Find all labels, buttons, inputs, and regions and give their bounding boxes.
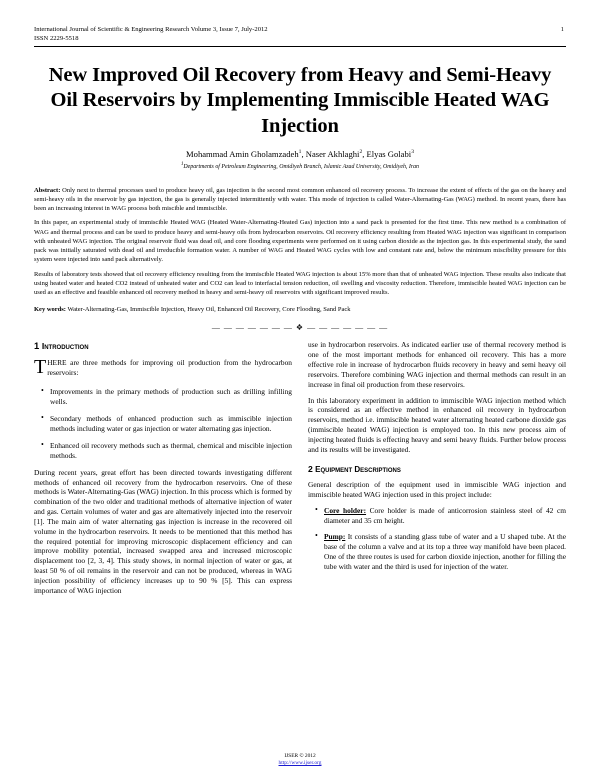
right-column bbox=[308, 340, 566, 601]
header-issn-line: ISSN 2229-5518 bbox=[34, 34, 79, 42]
right-column-paragraph-3: General description of the equipment used in immiscible WAG injection and immiscible heated WAG injection used in this project include: bbox=[308, 480, 566, 500]
header-journal-line: International Journal of Scientific & Engineering Research Volume 3, Issue 7, July-2012 bbox=[34, 26, 268, 33]
abstract-paragraph-2: In this paper, an experimental study of immiscible Heated WAG (Heated Water-Alternating-Heated Gas) injection into a sand pack is presented for the first time. This new method is a combination of WAG and thermal process and can be used to produce heavy and semi-heavy oils from hydrocarbon reservoirs. Oil recovery efficiency resulting from Heated WAG injection was significant in comparison with unheated WAG injection. The original reservoir fluid was dead oil, and core flooding experiments were performed on it using carbon dioxide as the injection gas. In this experimental study, the sand pack was initially saturated with dead oil and irreducible formation water. A number of WAG and Heated WAG cycles with low and constant rate and, below the minimum miscibility pressure for this system were injected into sand pack alternatively. bbox=[34, 219, 566, 264]
section-heading-equipment bbox=[308, 464, 566, 476]
abstract-paragraph-3: Results of laboratory tests showed that oil recovery efficiency resulting from the immiscible Heated WAG injection is about 15% more than that of unheated WAG injection. These results also indicate that using heated water and heated CO2 instead of unheated water and CO2 can lead to interfacial tension reduction, oil swelling and viscosity reduction. Therefore, immiscible heated WAG injection can be used as an effective and feasible enhanced oil recovery method in heavy and semi-heavy oil reservoirs with significant improved results. bbox=[34, 270, 566, 296]
abstract-paragraph-1 bbox=[34, 186, 566, 214]
abstract-section bbox=[34, 186, 566, 297]
list-item: • Improvements in the primary methods of production such as drilling infilling wells. bbox=[50, 387, 292, 407]
intro-bullet-list bbox=[34, 387, 292, 461]
section-divider: — — — — — — — ❖ — — — — — — — bbox=[211, 323, 389, 333]
keywords-text: Water-Alternating-Gas, Immiscible Injection, Heavy Oil, Enhanced Oil Recovery, Core Flooding, Sand Pack bbox=[67, 306, 351, 314]
list-item: • Secondary methods of enhanced production such as immiscible injection methods including water or gas injection or water alternating gas injection. bbox=[50, 414, 292, 434]
intro-first-paragraph-text: HERE are three methods for improving oil production from the hydrocarbon reservoirs: bbox=[47, 357, 292, 377]
footer-copyright: IJSER © 2012 bbox=[284, 752, 316, 759]
page-title: New Improved Oil Recovery from Heavy and Semi-Heavy Oil Reservoirs by Implementing Immiscible Heated WAG Injection bbox=[48, 63, 552, 137]
footer-url[interactable]: http://www.ijser.org bbox=[278, 760, 322, 767]
abstract-label: Abstract: bbox=[34, 186, 61, 194]
keywords-section bbox=[34, 305, 566, 314]
page-header bbox=[34, 26, 566, 47]
body-columns bbox=[34, 340, 566, 601]
right-column-paragraph-1: use in hydrocarbon reservoirs. As indicated earlier use of thermal recovery method is one of the most important methods for enhanced oil recovery. This has a more effective role in increase of hydrocarbon fluids recovery in heavy and semi heavy oil reservoirs. Therefore combining WAG injection and thermal methods can result in an increase in final oil production from these reservoirs. bbox=[308, 340, 566, 389]
author-list: Mohammad Amin Gholamzadeh$^1$, Naser Akhlaghi$^2$, Elyas Golabi$^3$ bbox=[186, 149, 414, 159]
keywords-label: Key words: bbox=[34, 306, 66, 314]
header-page-number: 1 bbox=[560, 26, 564, 33]
left-column bbox=[34, 340, 292, 601]
equipment-item-label-pump: Pump: bbox=[324, 531, 346, 541]
equipment-item-text-pump: It consists of a standing glass tube of water and a U shaped tube. At the base of the column a valve and at its top a three way manifold have been placed. One of the three routes is used for carbon dioxide injection, another for filling the tube with water and the third is used for injection of the water. bbox=[324, 531, 566, 571]
page-footer bbox=[0, 753, 600, 768]
section-title-2: Equipment Descriptions bbox=[315, 464, 401, 474]
list-item bbox=[324, 532, 566, 572]
intro-first-paragraph bbox=[34, 355, 292, 380]
section-number-1: 1 bbox=[34, 340, 40, 352]
section-number-2: 2 bbox=[308, 463, 313, 474]
header-journal-info bbox=[34, 26, 268, 44]
right-column-paragraph-2: In this laboratory experiment in addition to immiscible WAG injection method which is considered as an effective method in enhanced oil recovery in hydrocarbon reservoirs, method i.e. immiscible heated water alternating heated carbone dioxide gas (immiscible heated WAG) injection is employed too. In this new process aim of injecting heated fluids is effecting heavy and semi heavy fluids. Further below process and its results will be investigated. bbox=[308, 395, 566, 454]
equipment-item-text-core-holder: Core holder is made of anticorrosion stainless steel of 42 cm diameter and 35 cm height. bbox=[324, 505, 566, 525]
equipment-item-label-core-holder: Core holder: bbox=[324, 505, 367, 515]
section-heading-introduction bbox=[34, 340, 292, 353]
list-item: • Enhanced oil recovery methods such as thermal, chemical and miscible injection methods. bbox=[50, 441, 292, 461]
affiliation: $^1$Departments of Petroleum Engineering, Omidiyeh Branch, Islamic Azad University, Omidiyeh, Iran bbox=[180, 162, 420, 171]
dropcap-letter: T bbox=[34, 355, 47, 378]
list-item bbox=[324, 506, 566, 526]
left-column-paragraph-1: During recent years, great effort has been directed towards investigating different methods of enhanced oil recovery from the hydrocarbon reservoirs. One of these methods is Water-Alternating-Gas (WAG) injection. In this process which is formed by combination of the two older and traditional methods of alternative injection of water and gas. Certain volumes of water and gas are alternatively injected into the reservoir [1]. The main aim of water alternating gas injection is increase in the recovered oil volume in the hydrocarbon reservoirs. It needs to be mentioned that this method has the required potential for improving microscopic displacement efficiency and can improve mobility potential, increased swapped area and increased microscopic displacement too [2, 3, 4]. This study shows, in normal injection of water or gas, at least 50 % of oil remains in the reservoir and can not be produced, whereas in WAG injection possibility of efficiency increases up to 90 % [5]. This can express importance of WAG injection bbox=[34, 467, 292, 595]
section-title-1: Introduction bbox=[41, 341, 89, 352]
equipment-bullet-list bbox=[308, 506, 566, 572]
abstract-text-1: Only next to thermal processes used to produce heavy oil, gas injection is the second most common enhanced oil recovery process. To increase the extent of effects of the gas on the heavy and semi-heavy oils in the reservoir by gas injection, the gas is generally injected intermittently with water. This mode of injection is called Water-Alternating-Gas (WAG) method. In recent years, there has been an increasing interest in WAG process both miscible and immiscible. bbox=[34, 186, 566, 213]
